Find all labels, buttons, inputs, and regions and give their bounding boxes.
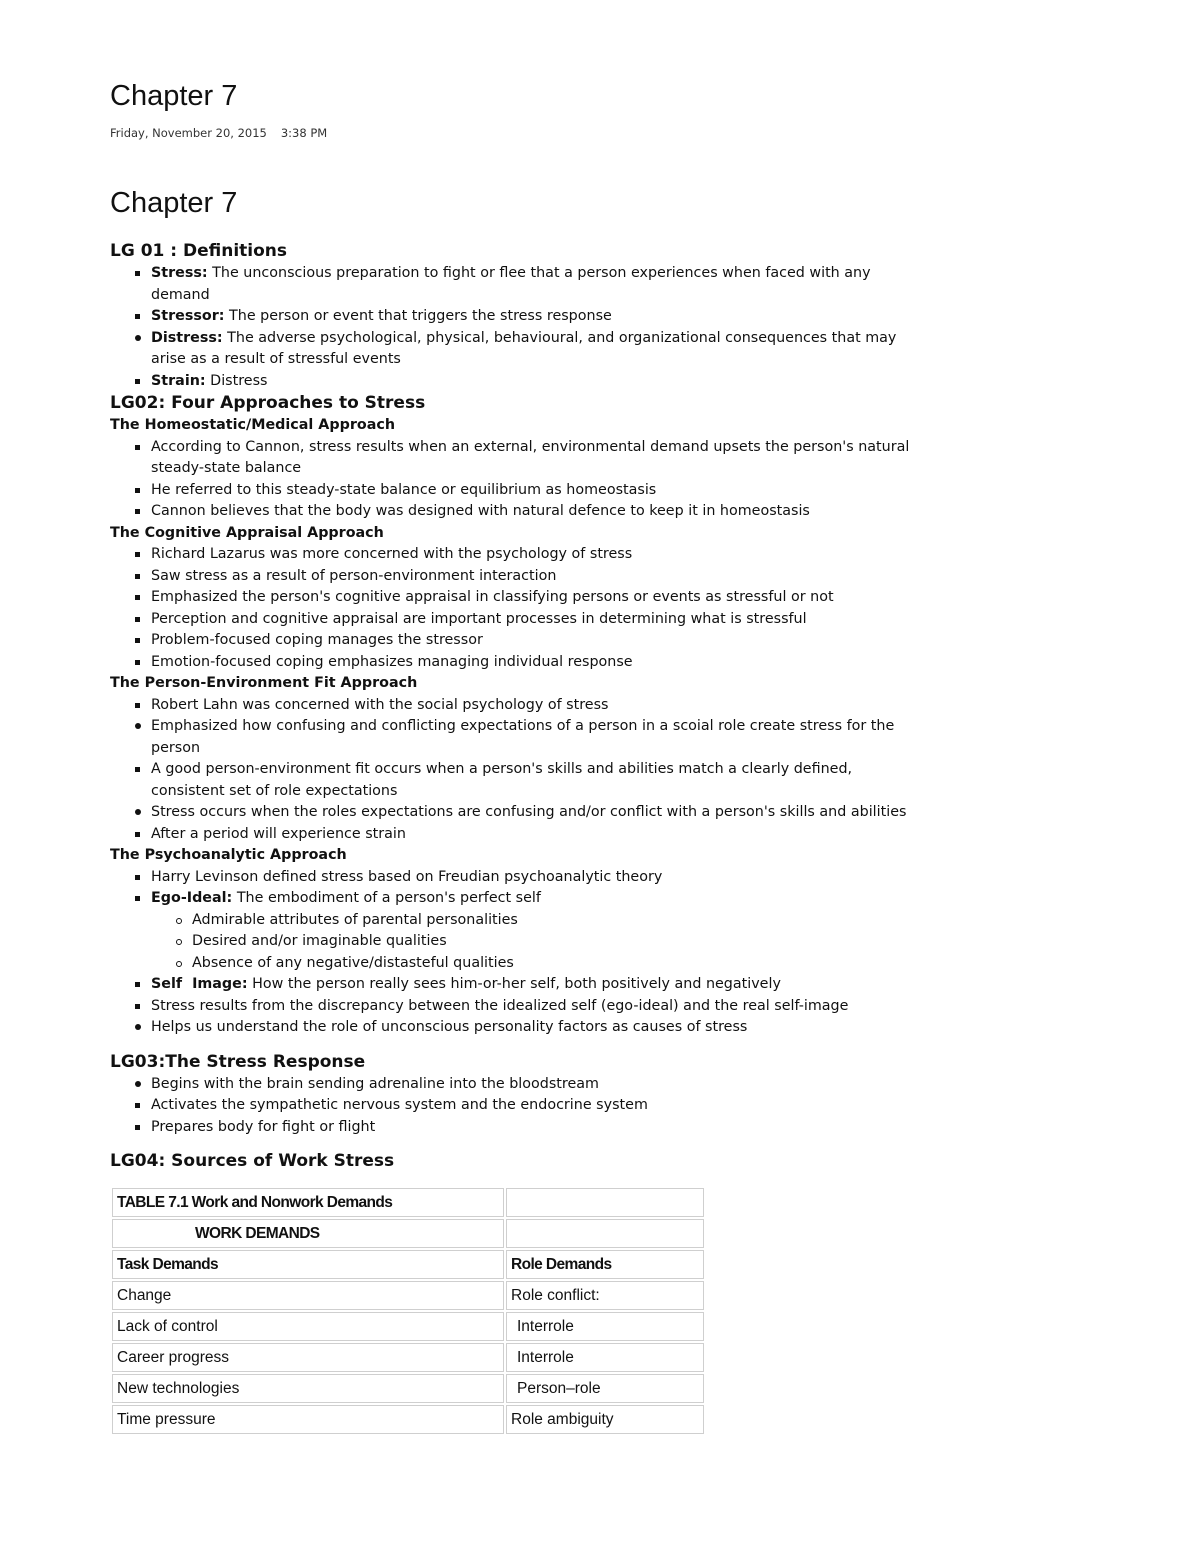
psycho-heading: The Psychoanalytic Approach bbox=[110, 847, 347, 863]
list-item: He referred to this steady-state balance or equilibrium as homeostasis bbox=[151, 480, 930, 502]
table-cell: Change bbox=[112, 1281, 504, 1310]
table-row bbox=[112, 1188, 704, 1217]
list-item: Stress: The unconscious preparation to fight or flee that a person experiences when faced with any demand bbox=[151, 263, 930, 306]
list-item: Cannon believes that the body was designed with natural defence to keep it in homeostasis bbox=[151, 501, 930, 523]
list-item: Emphasized the person's cognitive appraisal in classifying persons or events as stressful or not bbox=[151, 587, 930, 609]
cognitive-heading: The Cognitive Appraisal Approach bbox=[110, 524, 384, 541]
psycho-list bbox=[110, 867, 930, 1039]
list-item: Stress occurs when the roles expectations are confusing and/or conflict with a person's skills and abilities bbox=[151, 802, 930, 824]
table-row bbox=[112, 1219, 704, 1248]
work-demands-table bbox=[110, 1186, 706, 1436]
list-item: Problem-focused coping manages the stressor bbox=[151, 630, 930, 652]
list-item: Stressor: The person or event that triggers the stress response bbox=[151, 306, 930, 328]
lg02-heading: LG02: Four Approaches to Stress bbox=[110, 393, 426, 413]
list-item: Begins with the brain sending adrenaline into the bloodstream bbox=[151, 1074, 930, 1096]
list-item: Richard Lazarus was more concerned with the psychology of stress bbox=[151, 544, 930, 566]
list-item: Stress results from the discrepancy between the idealized self (ego-ideal) and the real self-image bbox=[151, 996, 930, 1018]
table-row bbox=[112, 1250, 704, 1279]
table-cell: Person–role bbox=[506, 1374, 704, 1403]
table-row bbox=[112, 1405, 704, 1434]
table-cell: Interrole bbox=[506, 1343, 704, 1372]
table-row bbox=[112, 1312, 704, 1341]
note-body bbox=[110, 186, 930, 1436]
list-item: Helps us understand the role of unconscious personality factors as causes of stress bbox=[151, 1017, 930, 1039]
lg04-heading: LG04: Sources of Work Stress bbox=[110, 1151, 395, 1171]
homeostatic-heading: The Homeostatic/Medical Approach bbox=[110, 417, 395, 433]
page-timestamp bbox=[110, 126, 341, 140]
list-item: After a period will experience strain bbox=[151, 824, 930, 846]
page-time: 3:38 PM bbox=[280, 126, 328, 140]
list-item: Perception and cognitive appraisal are important processes in determining what is stressful bbox=[151, 609, 930, 631]
ego-ideal-sublist bbox=[151, 910, 930, 975]
lg01-heading: LG 01 : Definitions bbox=[110, 241, 288, 261]
table-section-cell: WORK DEMANDS bbox=[112, 1219, 504, 1248]
list-item: Self Image: How the person really sees him-or-her self, both positively and negatively bbox=[151, 974, 930, 996]
list-item: Robert Lahn was concerned with the social psychology of stress bbox=[151, 695, 930, 717]
list-item: Harry Levinson defined stress based on Freudian psychoanalytic theory bbox=[151, 867, 930, 889]
page-date: Friday, November 20, 2015 bbox=[110, 126, 267, 140]
table-cell bbox=[506, 1219, 704, 1248]
lg03-heading: LG03:The Stress Response bbox=[110, 1051, 366, 1072]
column-header: Task Demands bbox=[112, 1250, 504, 1279]
table-cell bbox=[506, 1188, 704, 1217]
table-cell: Lack of control bbox=[112, 1312, 504, 1341]
list-item: Emotion-focused coping emphasizes managing individual response bbox=[151, 652, 930, 674]
sublist-item: Absence of any negative/distasteful qualities bbox=[192, 953, 930, 975]
sublist-item: Admirable attributes of parental personalities bbox=[192, 910, 930, 932]
homeostatic-list bbox=[110, 437, 930, 523]
stress-response-list bbox=[110, 1074, 930, 1139]
list-item: Prepares body for fight or flight bbox=[151, 1117, 930, 1139]
chapter-heading: Chapter 7 bbox=[110, 187, 238, 219]
table-row bbox=[112, 1343, 704, 1372]
person-env-heading: The Person-Environment Fit Approach bbox=[110, 675, 418, 691]
person-env-list bbox=[110, 695, 930, 846]
sublist-item: Desired and/or imaginable qualities bbox=[192, 931, 930, 953]
list-item: According to Cannon, stress results when an external, environmental demand upsets the person's natural steady-state balance bbox=[151, 437, 930, 480]
table-cell: New technologies bbox=[112, 1374, 504, 1403]
list-item: Emphasized how confusing and conflicting expectations of a person in a scoial role create stress for the person bbox=[151, 716, 930, 759]
list-item: Strain: Distress bbox=[151, 371, 930, 393]
table-row bbox=[112, 1281, 704, 1310]
list-item: A good person-environment fit occurs when a person's skills and abilities match a clearly defined, consistent set of role expectations bbox=[151, 759, 930, 802]
table-title-cell: TABLE 7.1 Work and Nonwork Demands bbox=[112, 1188, 504, 1217]
table-row bbox=[112, 1374, 704, 1403]
table-cell: Career progress bbox=[112, 1343, 504, 1372]
list-item: Saw stress as a result of person-environment interaction bbox=[151, 566, 930, 588]
table-cell: Time pressure bbox=[112, 1405, 504, 1434]
list-item: Distress: The adverse psychological, physical, behavioural, and organizational consequences that may arise as a result of stressful events bbox=[151, 328, 930, 371]
table-cell: Role ambiguity bbox=[506, 1405, 704, 1434]
table-cell: Role conflict: bbox=[506, 1281, 704, 1310]
definitions-list bbox=[110, 263, 930, 392]
column-header: Role Demands bbox=[506, 1250, 704, 1279]
list-item: Ego-Ideal: The embodiment of a person's perfect self Admirable attributes of parental personalities Desired and/or imaginable qualities Absence of any negative/distasteful qualities bbox=[151, 888, 930, 974]
table-cell: Interrole bbox=[506, 1312, 704, 1341]
cognitive-list bbox=[110, 544, 930, 673]
page-title: Chapter 7 bbox=[110, 80, 238, 112]
list-item: Activates the sympathetic nervous system and the endocrine system bbox=[151, 1095, 930, 1117]
